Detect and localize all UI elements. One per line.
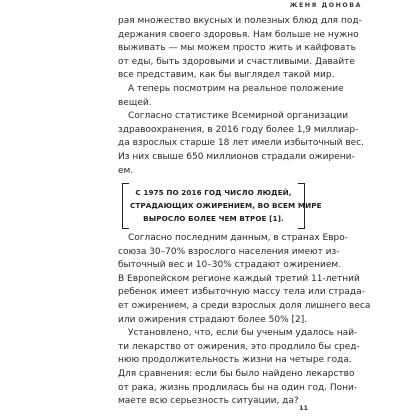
text-line: держания своего здоровья. Нам больше не нужно bbox=[118, 29, 359, 40]
pull-quote-line: СТРАДАЮЩИХ ОЖИРЕНИЕМ, ВО ВСЕМ МИРЕ bbox=[130, 201, 322, 210]
text-line: или ожирения страдают более 50% [2]. bbox=[118, 314, 308, 325]
text-line: Из них свыше 650 миллионов страдали ожирени- bbox=[118, 151, 355, 162]
text-block-intro bbox=[118, 15, 365, 178]
text-line: от еды, быть здоровыми и счастливыми. Давайте bbox=[118, 56, 355, 67]
text-line: здравоохранения, в 2016 году более 1,9 миллиар- bbox=[118, 124, 359, 135]
text-line: да взрослых старше 18 лет имели избыточный вес. bbox=[118, 138, 365, 149]
text-line: А теперь посмотрим на реальное положение bbox=[128, 83, 344, 94]
text-line: ет ожирением, а среди взрослых доля лишнего веса bbox=[118, 300, 371, 311]
text-line: ти лекарство от ожирения, это продлило бы сред- bbox=[118, 341, 360, 352]
text-line: нюю продолжительность жизни на четыре года. bbox=[118, 355, 352, 366]
text-line: Для сравнения: если бы было найдено лекарство bbox=[118, 368, 355, 379]
page-number: 11 bbox=[298, 404, 308, 412]
text-line: В Европейском регионе каждый третий 11-летний bbox=[118, 273, 360, 284]
text-line: все представим, как бы выглядел такой мир. bbox=[118, 70, 335, 81]
pull-quote-line: ВЫРОСЛО БОЛЕЕ ЧЕМ ВТРОЕ [1]. bbox=[143, 214, 284, 223]
text-line: Установлено, что, если бы ученым удалось най- bbox=[128, 328, 358, 339]
text-line: от рака, жизнь продлилась бы на один год. Пони- bbox=[118, 382, 358, 393]
text-line: вещей. bbox=[118, 97, 152, 108]
running-header: ЖЕНЯ ДОНОВА bbox=[289, 2, 362, 9]
text-line: ем. bbox=[118, 165, 134, 176]
text-block-statistics bbox=[118, 232, 371, 409]
pull-quote-line: С 1975 ПО 2016 ГОД ЧИСЛО ЛЮДЕЙ, bbox=[135, 188, 292, 197]
text-line: союза 30–70% взрослого населения имеют из- bbox=[118, 246, 340, 257]
pull-quote bbox=[122, 183, 322, 227]
left-bracket-decoration bbox=[122, 183, 129, 229]
text-line: быточный вес и 10–30% страдают ожирением. bbox=[118, 260, 342, 271]
pull-quote-text bbox=[130, 186, 322, 225]
text-line: маете всю серьезность ситуации, да? bbox=[118, 396, 299, 407]
text-line: рая множество вкусных и полезных блюд для под- bbox=[118, 16, 362, 26]
text-line: ребенок имеет избыточную массу тела или страда- bbox=[118, 287, 365, 298]
text-line: Согласно последним данным, в странах Евро- bbox=[128, 233, 348, 243]
text-line: Согласно статистике Всемирной организации bbox=[128, 111, 349, 122]
text-line: выживать — мы можем просто жить и кайфовать bbox=[118, 43, 356, 54]
